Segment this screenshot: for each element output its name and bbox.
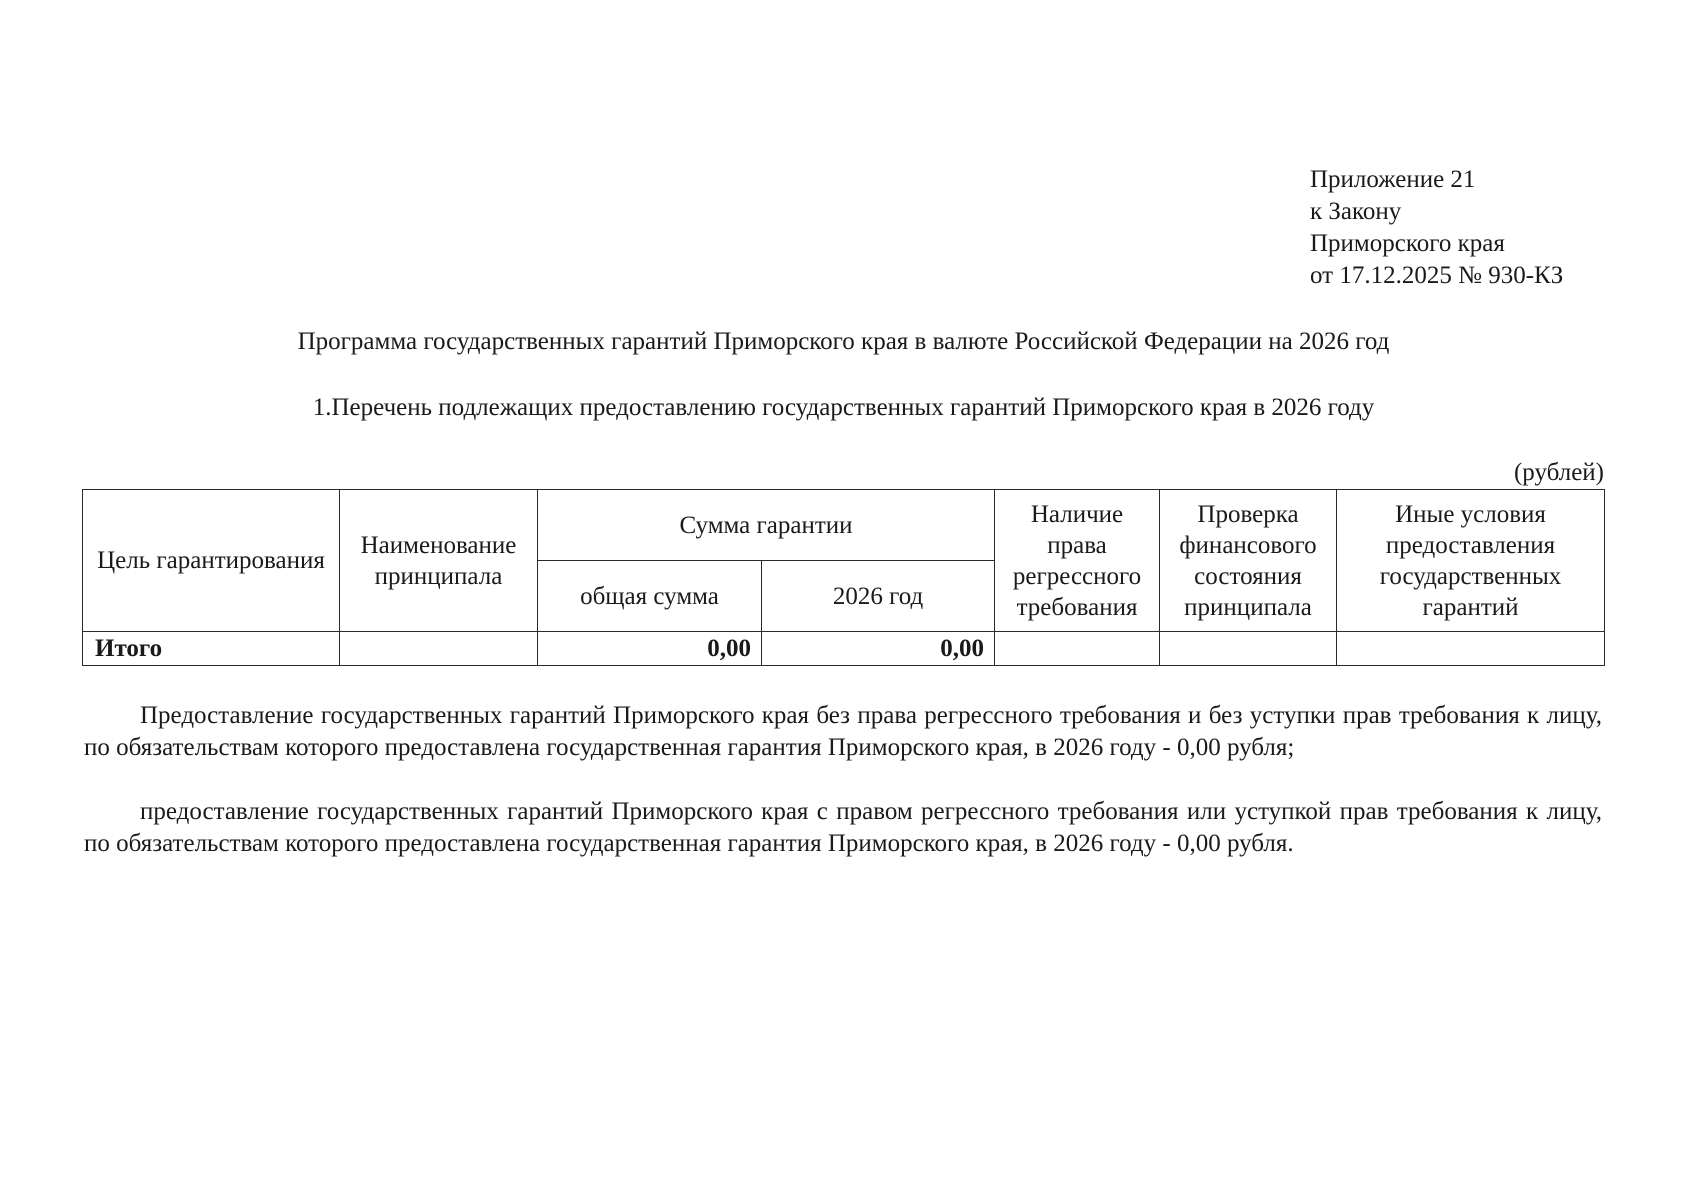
total-2026-value: 0,00 (762, 632, 995, 666)
appendix-region: Приморского края (1310, 230, 1505, 257)
header-purpose: Цель гарантирования (83, 490, 340, 632)
appendix-block (1310, 164, 1563, 292)
table-header-row (83, 490, 1605, 561)
header-financial-check: Проверка финансового состояния принципала (1160, 490, 1337, 632)
header-principal: Наименование принципала (340, 490, 538, 632)
header-other-conditions: Иные условия предоставления государственных гарантий (1337, 490, 1605, 632)
header-year-2026: 2026 год (762, 561, 995, 632)
header-recourse: Наличие права регрессного требования (995, 490, 1160, 632)
document-title: Программа государственных гарантий Приморского края в валюте Российской Федерации на 2026 год (297, 328, 1390, 355)
paragraph-without-recourse: Предоставление государственных гарантий Приморского края без права регрессного требования и без уступки прав требования к лицу, по обязательствам которого предоставлена государственная гарантия Приморского края, в 2026 году - 0,00 рубля; (84, 702, 1602, 761)
section-title: 1.Перечень подлежащих предоставлению государственных гарантий Приморского края в 2026 году (312, 394, 1375, 421)
header-total-sum: общая сумма (538, 561, 762, 632)
total-sum-value: 0,00 (538, 632, 762, 666)
units-label: (рублей) (1513, 459, 1604, 486)
appendix-number: Приложение 21 (1310, 166, 1476, 193)
header-guarantee-sum: Сумма гарантии (538, 490, 995, 561)
total-financial-check-cell (1160, 632, 1337, 666)
paragraph-with-recourse: предоставление государственных гарантий Приморского края с правом регрессного требования или уступкой прав требования к лицу, по обязательствам которого предоставлена государственная гарантия Приморского края, в 2026 году - 0,00 рубля. (84, 798, 1602, 857)
table-row-total (83, 632, 1605, 666)
appendix-law-ref: к Закону (1310, 198, 1402, 225)
total-principal-cell (340, 632, 538, 666)
total-recourse-cell (995, 632, 1160, 666)
total-label: Итого (83, 632, 340, 666)
total-other-conditions-cell (1337, 632, 1605, 666)
guarantees-table (82, 489, 1605, 666)
appendix-law-date-number: от 17.12.2025 № 930-КЗ (1310, 262, 1564, 289)
